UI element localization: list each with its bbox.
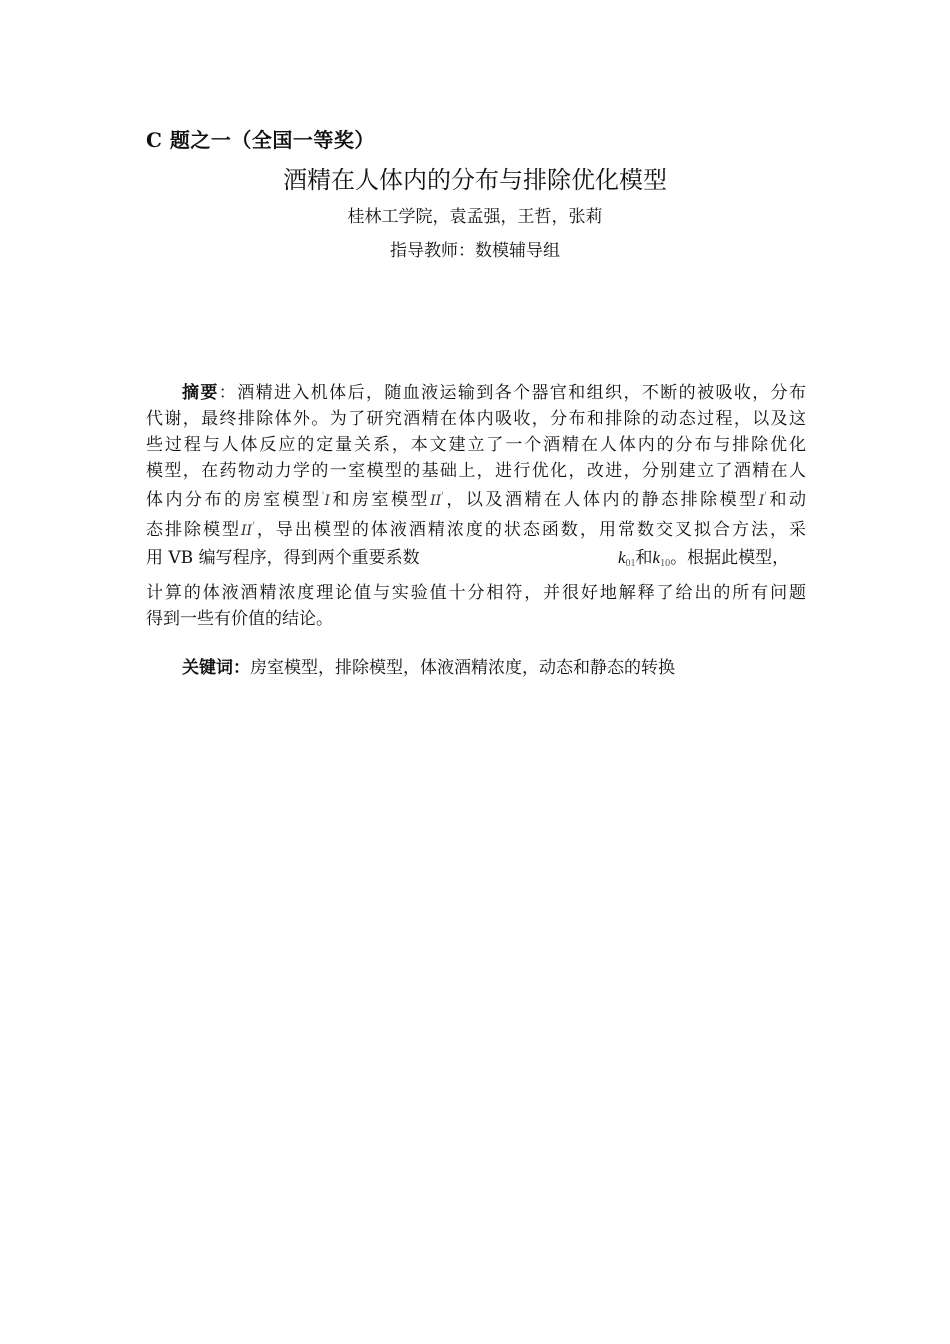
subscript-01: 01 <box>625 558 636 569</box>
tick-mark: ' <box>764 491 767 502</box>
roman-numeral-1: I <box>324 493 330 509</box>
subscript-10: 10 <box>660 558 671 569</box>
coefficient-k10 <box>653 548 671 567</box>
award-heading: C 题之一（全国一等奖） <box>146 128 375 152</box>
abstract-paragraph <box>146 380 806 544</box>
line6-part-a: 态排除模型 <box>146 520 242 540</box>
keywords-line <box>146 655 806 681</box>
keywords-paragraph <box>146 655 806 681</box>
coefficients <box>618 543 789 569</box>
tick-mark: ' <box>321 491 325 502</box>
line5-part-c: ，以及酒精在人体内的静态排除模型 <box>443 490 759 510</box>
abstract-line-3: 些过程与人体反应的定量关系，本文建立了一个酒精在人体内的分布与排除优化 <box>146 435 806 455</box>
line7-part-b: 。根据此模型， <box>670 548 790 568</box>
abstract-paragraph-end <box>146 580 806 632</box>
keywords-label: 关键词 <box>182 658 233 678</box>
roman-numeral-2: II <box>430 493 442 509</box>
k-symbol: k <box>652 548 661 567</box>
abstract-line-4: 模型，在药物动力学的一室模型的基础上，进行优化，改进，分别建立了酒精在人 <box>146 461 806 481</box>
coefficient-k01 <box>618 548 636 567</box>
abstract-line-1-text: 酒精进入机体后，随血液运输到各个器官和组织，不断的被吸收，分布 <box>237 383 807 403</box>
line5-part-a: 体内分布的房室模型 <box>146 490 322 510</box>
abstract-line-7 <box>146 543 806 568</box>
tick-mark: ' <box>252 521 255 532</box>
line5-part-d: 和动 <box>766 490 807 510</box>
roman-numeral-4: II <box>241 523 253 539</box>
abstract-line-2: 代谢，最终排除体外。为了研究酒精在体内吸收，分布和排除的动态过程，以及这 <box>146 409 806 429</box>
k-symbol: k <box>618 548 626 567</box>
roman-numeral-3: I <box>758 493 765 509</box>
abstract-line-9: 得到一些有价值的结论。 <box>146 609 333 629</box>
abstract-line-8: 计算的体液酒精浓度理论值与实验值十分相符，并很好地解释了给出的所有问题 <box>146 583 806 603</box>
keywords-label-colon: ： <box>233 658 250 678</box>
line7-part-a: 用 VB 编写程序，得到两个重要系数 <box>146 548 420 568</box>
keywords-text: 房室模型，排除模型，体液酒精浓度，动态和静态的转换 <box>250 658 675 678</box>
and-word: 和 <box>635 548 653 568</box>
abstract-line-1 <box>146 380 806 406</box>
advisor-line: 指导教师：数模辅导组 <box>390 241 560 261</box>
paper-title: 酒精在人体内的分布与排除优化模型 <box>283 166 667 194</box>
tick-mark: ' <box>441 491 444 502</box>
authors-line: 桂林工学院，袁孟强，王哲，张莉 <box>347 207 603 227</box>
line6-part-b: ，导出模型的体液酒精浓度的状态函数，用常数交叉拟合方法，采 <box>254 520 807 540</box>
line5-part-b: 和房室模型 <box>329 490 431 510</box>
abstract-line-6 <box>146 514 806 544</box>
abstract-label: 摘要 <box>182 383 219 403</box>
abstract-label-colon: ： <box>218 383 238 403</box>
abstract-line-5 <box>146 484 806 514</box>
